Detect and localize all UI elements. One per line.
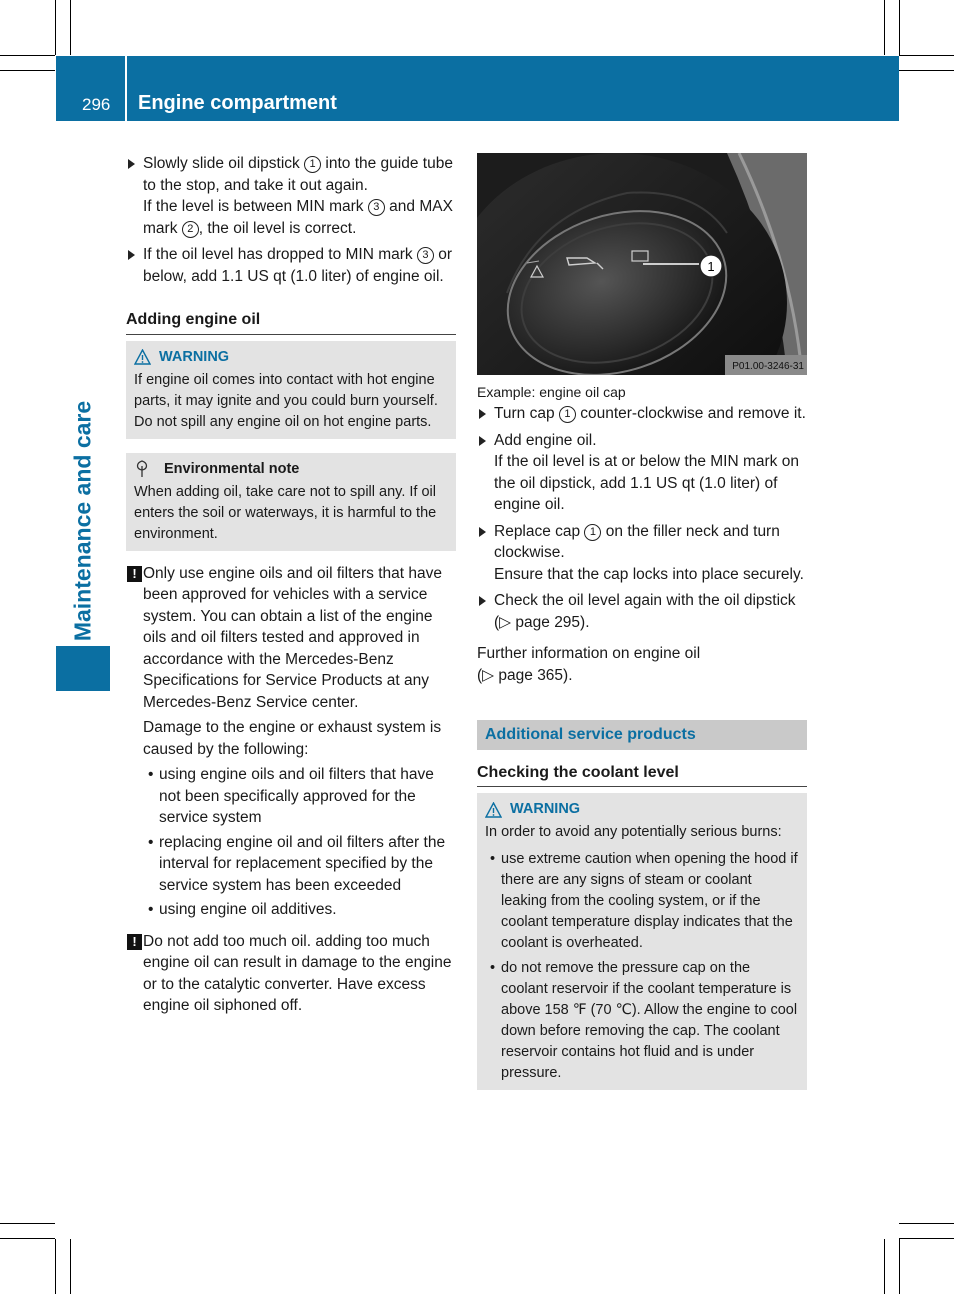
section-heading: Additional service products (477, 720, 807, 750)
further-info-text: Further information on engine oil (477, 645, 701, 662)
crop-mark (55, 0, 56, 55)
warning-box (126, 341, 456, 439)
side-tab (56, 121, 110, 691)
subheading: Adding engine oil (126, 309, 456, 335)
step-text: or below, add 1.1 US qt (1.0 liter) of engine oil. (143, 246, 453, 285)
step-text: , the oil level is correct. (198, 219, 357, 237)
note-text: Do not add too much oil. adding too much engine oil can result in damage to the engine or to the catalytic converter. Have excess engine oil siphoned off. (143, 932, 452, 1014)
environmental-note-title: Environmental note (164, 460, 300, 477)
step-text: If the oil level has dropped to MIN mark (143, 246, 417, 263)
callout-number: 3 (368, 199, 385, 216)
warning-triangle-icon (485, 802, 502, 818)
photo-callout: 1 (707, 259, 715, 274)
oil-cap-photo (477, 153, 807, 375)
subheading: Checking the coolant level (477, 762, 807, 788)
warning-text: If engine oil comes into contact with hot engine parts, it may ignite and you could burn yourself. Do not spill any engine oil on hot engine parts. (134, 371, 438, 430)
note-text: Damage to the engine or exhaust system is caused by the following: (143, 719, 442, 758)
step-text: on the filler neck and turn clockwise. (494, 522, 780, 561)
crop-mark (0, 55, 55, 56)
leaf-icon (134, 460, 150, 478)
page-ref-arrow-icon: ▷ (482, 666, 495, 684)
step-text: counter-clockwise and remove it. (575, 405, 806, 422)
page-title: Engine compartment (138, 92, 337, 114)
page-ref-arrow-icon: ▷ (499, 613, 512, 631)
instruction-step (477, 430, 807, 516)
caution-note (126, 563, 456, 921)
instruction-step (477, 403, 807, 425)
step-text: If the level is between MIN mark (143, 198, 368, 215)
crop-mark (899, 1239, 900, 1294)
step-text: into the guide tube to the stop, and take it out again. (143, 155, 453, 194)
step-arrow-icon (128, 159, 135, 169)
page-number: 296 (82, 95, 111, 114)
step-text: Ensure that the cap locks into place securely. (494, 565, 804, 583)
callout-number: 3 (417, 247, 434, 264)
step-arrow-icon (128, 250, 135, 260)
image-code: P01.00-3246-31 (732, 361, 804, 372)
list-item: • using engine oil additives. (148, 901, 337, 918)
page-header (56, 56, 899, 121)
side-tab-marker (56, 646, 110, 691)
crop-mark (70, 1239, 71, 1294)
instruction-step (477, 590, 807, 633)
page-reference-link[interactable]: page 295). (511, 613, 590, 631)
crop-mark (899, 70, 954, 71)
right-column (477, 153, 807, 1090)
crop-mark (0, 70, 55, 71)
callout-number: 2 (182, 221, 199, 238)
instruction-step (126, 153, 456, 239)
step-text: Replace cap (494, 522, 585, 540)
crop-mark (899, 55, 954, 56)
step-arrow-icon (479, 596, 486, 606)
warning-title: WARNING (510, 801, 581, 817)
crop-mark (899, 0, 900, 55)
step-text: and MAX mark (143, 198, 453, 237)
warning-intro: In order to avoid any potentially serious burns: (485, 824, 782, 840)
crop-mark (899, 1223, 954, 1224)
exclamation-icon: ! (127, 566, 142, 582)
crop-mark (0, 1238, 55, 1239)
step-arrow-icon (479, 436, 486, 446)
crop-mark (0, 1223, 55, 1224)
crop-mark (884, 1239, 885, 1294)
crop-mark (884, 0, 885, 55)
list-item: • using engine oils and oil filters that have not been specifically approved for the service system (148, 766, 434, 826)
step-text: Turn cap (494, 405, 559, 422)
list-item: • do not remove the pressure cap on the coolant reservoir if the coolant temperature is above 158 ℉ (70 ℃). Allow the engine to cool down before removing the cap. The coolant reservoir contains hot fluid and is under pressure. (490, 960, 798, 1081)
further-info-text: ( (477, 666, 483, 684)
step-text: If the oil level is at or below the MIN mark on the oil dipstick, add 1.1 US qt (1.0 liter) of engine oil. (494, 453, 799, 513)
exclamation-icon: ! (127, 934, 142, 950)
callout-number: 1 (559, 406, 576, 423)
environmental-note-text: When adding oil, take care not to spill any. If oil enters the soil or waterways, it is harmful to the environment. (134, 483, 437, 542)
image-caption: Example: engine oil cap (477, 384, 626, 400)
callout-number: 1 (304, 156, 321, 173)
instruction-step (477, 521, 807, 586)
further-info (477, 643, 807, 686)
step-text: Slowly slide oil dipstick (143, 155, 305, 172)
list-item: • use extreme caution when opening the hood if there are any signs of steam or coolant leaking from the cooling system, or if the coolant temperature display indicates that the coolant is overheated. (490, 851, 798, 951)
header-divider (125, 56, 127, 121)
crop-mark (899, 1238, 954, 1239)
page-reference-link[interactable]: page 365). (494, 666, 573, 684)
step-arrow-icon (479, 409, 486, 419)
side-tab-label: Maintenance and care (69, 400, 96, 642)
step-text: Check the oil level again with the oil dipstick ( (494, 592, 796, 631)
callout-number: 1 (584, 524, 601, 541)
warning-box (477, 793, 807, 1090)
crop-mark (70, 0, 71, 55)
left-column (126, 153, 456, 1021)
note-text: Only use engine oils and oil filters that have been approved for vehicles with a service system. You can obtain a list of the engine oils and oil filters tested and approved in accordance with the Mercedes-Benz Specifications for Service Products at any Mercedes-Benz Service center. (143, 564, 442, 711)
step-arrow-icon (479, 527, 486, 537)
warning-title: WARNING (159, 348, 230, 365)
instruction-step (126, 244, 456, 287)
step-text: Add engine oil. (494, 431, 597, 449)
environmental-note-box (126, 453, 456, 551)
warning-triangle-icon (134, 349, 151, 365)
list-item: • replacing engine oil and oil filters after the interval for replacement specified by the service system has been exceeded (148, 833, 446, 894)
caution-note (126, 931, 456, 1017)
crop-mark (55, 1239, 56, 1294)
